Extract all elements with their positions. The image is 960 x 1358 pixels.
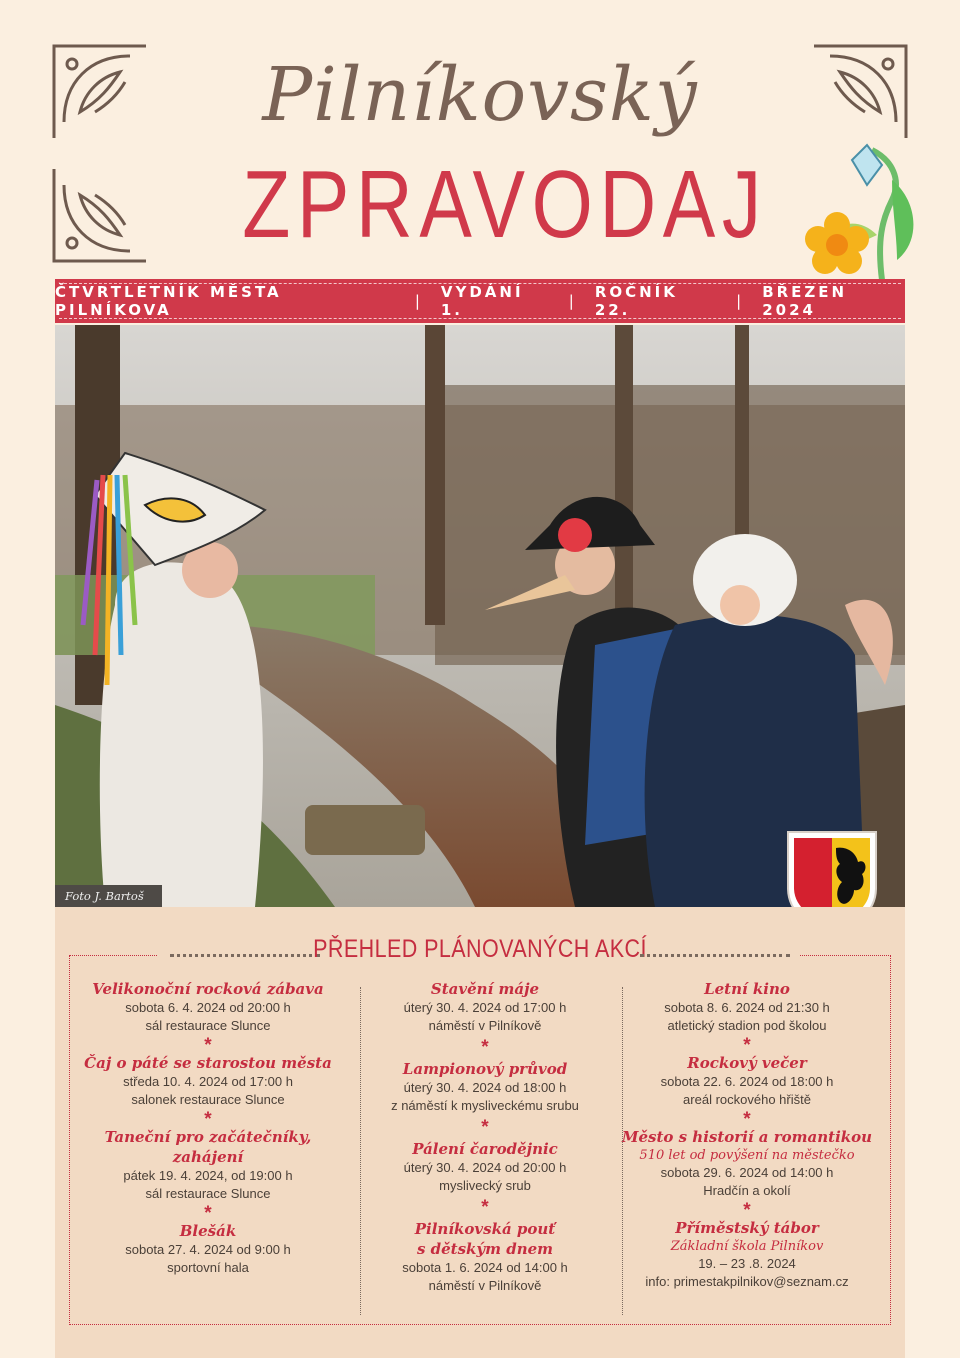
event-date: středa 10. 4. 2024 od 17:00 h (123, 1074, 293, 1089)
band-separator: | (414, 292, 423, 310)
event-item (73, 979, 343, 1035)
band-issue: VYDÁNÍ 1. (440, 283, 524, 319)
event-date: úterý 30. 4. 2024 od 17:00 h (403, 1000, 567, 1015)
event-title: Velikonoční rocková zábava (92, 980, 324, 998)
band-publication: ČTVRTLETNÍK MĚSTA PILNÍKOVA (55, 283, 282, 319)
event-date: sobota 6. 4. 2024 od 20:00 h (125, 1000, 291, 1015)
event-separator: * (743, 1200, 751, 1221)
photo-credit: Foto J. Bartoš (55, 885, 162, 907)
event-item (350, 1219, 620, 1295)
event-item (350, 1059, 620, 1115)
event-title: Letní kino (704, 980, 790, 998)
event-title: Čaj o páté se starostou města (84, 1054, 332, 1072)
event-title: Stavění máje (430, 980, 540, 998)
band-separator: | (736, 292, 745, 310)
events-heading: PŘEHLED PLÁNOVANÝCH AKCÍ (313, 935, 647, 963)
event-title-line2: s dětským dnem (416, 1240, 554, 1258)
corner-ornament-icon (50, 42, 150, 142)
cover-photo (55, 325, 905, 907)
event-place: areál rockového hřiště (683, 1092, 811, 1107)
event-title: Lampionový průvod (402, 1060, 568, 1078)
event-item (73, 1053, 343, 1109)
event-date: úterý 30. 4. 2024 od 18:00 h (403, 1080, 567, 1095)
event-date: 19. – 23 .8. 2024 (698, 1256, 796, 1271)
event-date: sobota 8. 6. 2024 od 21:30 h (664, 1000, 830, 1015)
event-subtitle: 510 let od povýšení na městečko (639, 1148, 855, 1163)
band-separator: | (568, 292, 577, 310)
corner-ornament-icon (810, 42, 910, 142)
event-separator: * (743, 1035, 751, 1056)
events-frame (800, 955, 891, 956)
event-place: atletický stadion pod školou (667, 1018, 827, 1033)
event-date: úterý 30. 4. 2024 od 20:00 h (403, 1160, 567, 1175)
corner-ornament-icon (50, 165, 150, 265)
event-place: z náměstí k mysliveckému srubu (391, 1098, 579, 1113)
event-contact-email[interactable]: info: primestakpilnikov@seznam.cz (645, 1274, 849, 1289)
event-place: Hradčín a okolí (703, 1183, 791, 1198)
event-separator: * (481, 1117, 489, 1138)
event-separator: * (481, 1197, 489, 1218)
event-title: Blešák (179, 1222, 237, 1240)
masthead-main-title: ZPRAVODAJ (242, 151, 768, 258)
event-subtitle: Základní škola Pilníkov (670, 1239, 824, 1254)
event-title: Příměstský tábor (675, 1219, 819, 1237)
events-column (612, 979, 882, 1292)
event-item (350, 1139, 620, 1195)
event-place: náměstí v Pilníkově (428, 1018, 542, 1033)
event-place: myslivecký srub (439, 1178, 531, 1193)
event-place: salonek restaurace Slunce (131, 1092, 285, 1107)
event-separator: * (481, 1037, 489, 1058)
event-place: sál restaurace Slunce (145, 1018, 271, 1033)
event-date: sobota 1. 6. 2024 od 14:00 h (402, 1260, 568, 1275)
event-date: sobota 29. 6. 2024 od 14:00 h (660, 1165, 834, 1180)
event-title: Rockový večer (687, 1054, 807, 1072)
event-title: Pilníkovská pouť (414, 1220, 556, 1238)
events-column (73, 979, 343, 1278)
event-item (612, 1218, 882, 1291)
event-date: sobota 27. 4. 2024 od 9:00 h (125, 1242, 291, 1257)
band-volume: ROČNÍK 22. (594, 283, 678, 319)
event-title: Taneční pro začátečníky, zahájení (104, 1128, 312, 1166)
event-date: sobota 22. 6. 2024 od 18:00 h (660, 1074, 834, 1089)
events-frame (69, 955, 157, 956)
event-item (612, 979, 882, 1035)
event-place: sportovní hala (167, 1260, 249, 1275)
event-separator: * (204, 1203, 212, 1224)
masthead (0, 0, 960, 278)
issue-info-band (55, 279, 905, 323)
event-place: sál restaurace Slunce (145, 1186, 271, 1201)
event-item (350, 979, 620, 1035)
events-column (350, 979, 620, 1296)
masthead-script-title: Pilníkovský (262, 52, 698, 138)
event-separator: * (743, 1109, 751, 1130)
event-separator: * (204, 1035, 212, 1056)
event-separator: * (204, 1109, 212, 1130)
events-panel (55, 907, 905, 1358)
event-place: náměstí v Pilníkově (428, 1278, 542, 1293)
event-item (612, 1127, 882, 1200)
event-item (73, 1127, 343, 1203)
event-title: Město s historií a romantikou (621, 1128, 873, 1146)
event-date: pátek 19. 4. 2024, od 19:00 h (123, 1168, 293, 1183)
event-item (612, 1053, 882, 1109)
event-title: Pálení čarodějnic (412, 1140, 558, 1158)
event-item (73, 1221, 343, 1277)
band-date: BŘEZEN 2024 (762, 283, 848, 319)
snowdrop-daffodil-icon (782, 140, 922, 290)
